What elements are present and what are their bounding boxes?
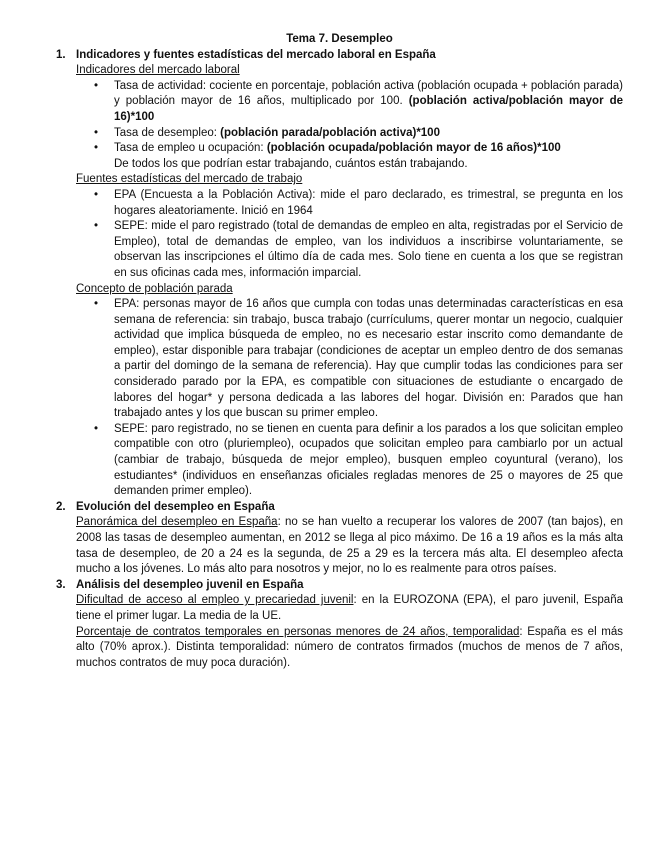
item-text: EPA (Encuesta a la Población Activa): mide el paro declarado, es trimestral, se pregunta en los hogares aleatoriamente. Inició en 1964: [114, 188, 623, 217]
item-text: SEPE: mide el paro registrado (total de demandas de empleo en alta, registradas por el Servicio de Empleo), total de demandas de empleo, van los individuos a inscribirse voluntariamente, se observan las inscripciones el último día de cada mes. Solo tiene en cuenta a los que se registran en sus oficinas cada mes, información imparcial.: [114, 220, 623, 279]
item-text-continued: De todos los que podrían estar trabajando, cuántos están trabajando.: [114, 157, 468, 170]
paragraph-label: Panorámica del desempleo en España: [76, 516, 278, 529]
paragraph-label: Porcentaje de contratos temporales en personas menores de 24 años, temporalidad: [76, 625, 520, 638]
section-heading: Análisis del desempleo juvenil en España: [76, 578, 304, 591]
list-item: [76, 422, 623, 500]
item-formula: (población activa/población mayor de 16)*100: [114, 95, 624, 123]
sources-list: [76, 188, 623, 282]
paragraph-text: : en la EUROZONA (EPA), el paro juvenil, España tiene el primer lugar. La media de la UE.: [76, 594, 623, 622]
paragraph-label: Dificultad de acceso al empleo y precariedad juvenil: [76, 594, 354, 607]
section-2-body: [76, 515, 623, 577]
section-heading: Indicadores y fuentes estadísticas del mercado laboral en España: [76, 48, 436, 61]
section-3-header: [56, 578, 623, 594]
section-heading: Evolución del desempleo en España: [76, 500, 275, 513]
list-item: [76, 126, 623, 142]
concept-list: [76, 297, 623, 500]
item-text: EPA: personas mayor de 16 años que cumpla con todas unas determinadas características en esa semana de referencia: sin trabajo, busca trabajo (currículums, querer montar un negocio, cualquier actividad que implica búsqueda de empleo, no es necesario estar inscrito como demandante de empleo), estar disponible para trabajar (condiciones de aceptar un empleo dentro de dos semanas a partir del domingo de la semana de referencia). Hay que cumplir todas las condiciones para ser considerado parado por la EPA, es compatible con situaciones de estudiante o encargado de labores del hogar* y persona dedicada a las labores del hogar. División en: Parados que han trabajado antes y los que buscan su primer empleo.: [114, 298, 623, 420]
list-item: [76, 79, 623, 126]
bullet-icon: •: [94, 79, 99, 92]
paragraph: [76, 625, 623, 672]
paragraph-text: : no se han vuelto a recuperar los valores de 2007 (tan bajos), en 2008 las tasas de desempleo aumentan, en 2012 se llega al pico máximo. De 16 a 19 años es la más alta tasa de desempleo, de 20 a 24 es la segunda, de 25 a 29 es la tercera más alta. El desempleo afecta mucho a los jóvenes. Lo más alto para nosotros y mejor, no lo es realmente para otros países.: [76, 516, 624, 576]
item-text: Tasa de desempleo:: [114, 126, 217, 139]
indicators-list: [76, 79, 623, 173]
item-text: Tasa de actividad: cociente en porcentaje, población activa (población ocupada + población parada) y población mayor de 16 años, multiplicado por 100.: [114, 79, 623, 108]
item-formula: (población parada/población activa)*100: [220, 126, 440, 139]
item-text: SEPE: paro registrado, no se tienen en cuenta para definir a los parados a los que solicitan empleo compatible con otro (pluriempleo), ocupados que solicitan empleo para cambiarlo por un actual (cambiar de trabajo, búsqueda de mejor empleo), busquen empleo coyuntural (verano), los estudiantes* (individuos en enseñanzas oficiales regladas menores de 25 o mayores de 25 que demanden primer empleo).: [114, 422, 623, 498]
list-item: [76, 188, 623, 219]
bullet-icon: •: [94, 142, 99, 155]
bullet-icon: •: [94, 422, 99, 435]
bullet-icon: •: [94, 188, 99, 201]
section-number: 2.: [56, 500, 66, 513]
list-item: [76, 219, 623, 281]
subheading-indicadores: Indicadores del mercado laboral: [76, 64, 240, 77]
section-1-body: [76, 63, 623, 500]
section-2-header: [56, 500, 623, 516]
list-item: [76, 141, 623, 172]
paragraph: [76, 593, 623, 624]
item-formula: (población ocupada/población mayor de 16 años)*100: [266, 142, 561, 155]
document-page: [56, 32, 623, 671]
subheading-concepto: Concepto de población parada: [76, 282, 233, 295]
bullet-icon: •: [94, 220, 99, 233]
section-3-body: [76, 593, 623, 671]
bullet-icon: •: [94, 126, 99, 139]
item-text: Tasa de empleo u ocupación:: [114, 142, 264, 155]
bullet-icon: •: [94, 298, 99, 311]
section-number: 1.: [56, 48, 66, 61]
section-1-header: [56, 48, 623, 64]
list-item: [76, 297, 623, 422]
paragraph-text: : España es el más alto (70% aprox.). Distinta temporalidad: número de contratos firmados (muchos de menos de 7 años, muchos contratos de muy poca duración).: [76, 625, 623, 669]
subheading-fuentes: Fuentes estadísticas del mercado de trabajo: [76, 173, 303, 186]
section-number: 3.: [56, 578, 66, 591]
document-title: Tema 7. Desempleo: [286, 33, 393, 45]
